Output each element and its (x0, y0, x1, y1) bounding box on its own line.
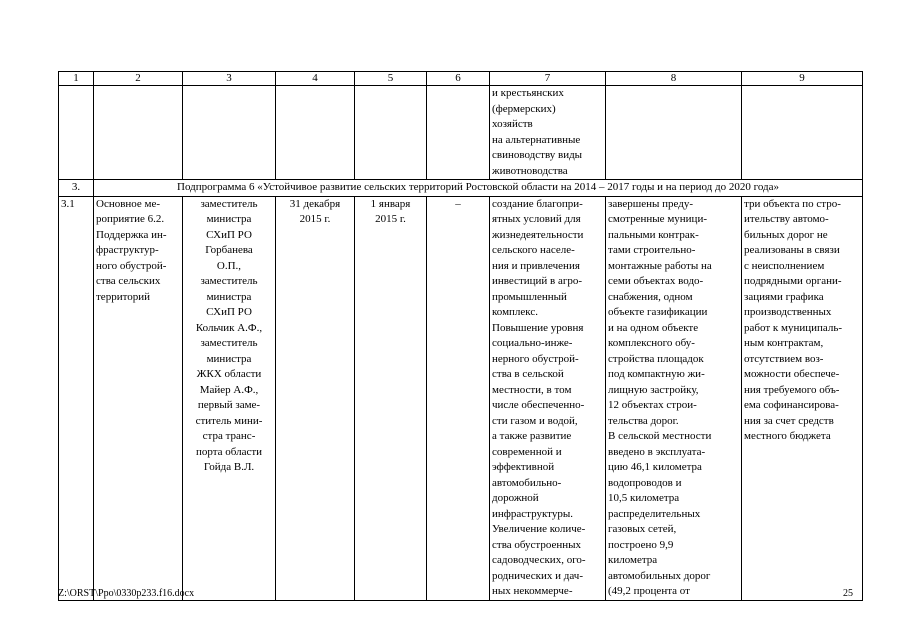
non-fulfilment-reasons: три объекта по стро- ительству автомо- бильных дорог не реализованы в связи с неисполнением подрядными органи- зациями графика производственных работ к муниципаль- ным контрактам, отсутствием воз- можности обеспече- ния требуемого объ- ема софинансирова- ния за счет средств местного бюджета (742, 196, 863, 600)
start-date: 31 декабря 2015 г. (276, 196, 355, 600)
cont-cell-3 (183, 86, 276, 180)
col6-value: – (427, 196, 490, 600)
cont-cell-9 (742, 86, 863, 180)
measure-name: Основное ме- роприятие 6.2. Поддержка ин- фраструктур- ного обустрой- ства сельских территорий (94, 196, 183, 600)
column-number-header-row (59, 72, 863, 86)
subprogram-title: Подпрограмма 6 «Устойчивое развитие сельских территорий Ростовской области на 2014 – 2017 годы и на период до 2020 года» (94, 180, 863, 197)
cont-cell-5 (355, 86, 427, 180)
achieved-result: завершены преду- смотренные муници- пальными контрак- тами строительно- монтажные работы на семи объектах водо- снабжения, одном объекте газификации и на одном объекте комплексного обу- стройства площадок под компактную жи- лищную застройку, 12 объектах строи- тельства дорог. В сельской местности введено в эксплуата- цию 46,1 километра водопроводов и 10,5 километра распределительных газовых сетей, построено 9,9 километра автомобильных дорог (49,2 процента от (606, 196, 742, 600)
cont-cell-6 (427, 86, 490, 180)
col-header-1: 1 (59, 72, 94, 86)
col-header-5: 5 (355, 72, 427, 86)
measure-row (59, 196, 863, 600)
col-header-8: 8 (606, 72, 742, 86)
col-header-6: 6 (427, 72, 490, 86)
file-path: Z:\ORST\Ppo\0330p233.f16.docx (58, 588, 195, 599)
cont-cell-7: и крестьянских (фермерских) хозяйств на альтернативные свиноводству виды животноводства (490, 86, 606, 180)
continuation-row (59, 86, 863, 180)
col-header-7: 7 (490, 72, 606, 86)
cont-cell-8 (606, 86, 742, 180)
cont-cell-2 (94, 86, 183, 180)
col-header-2: 2 (94, 72, 183, 86)
expected-result: создание благопри- ятных условий для жизнедеятельности сельского населе- ния и привлечения инвестиций в агро- промышленный комплекс. Повышение уровня социально-инже- нерного обустрой- ства в сельской местности, в том числе обеспеченно- сти газом и водой, а также развитие современной и эффективной автомобильно- дорожной инфраструктуры. Увеличение количе- ства обустроенных садоводческих, ого- роднических и дач- ных некоммерче- (490, 196, 606, 600)
cont-cell-4 (276, 86, 355, 180)
col-header-3: 3 (183, 72, 276, 86)
report-table (58, 71, 863, 601)
measure-number: 3.1 (59, 196, 94, 600)
col-header-9: 9 (742, 72, 863, 86)
cont-cell-1 (59, 86, 94, 180)
subprogram-number: 3. (59, 180, 94, 197)
subprogram-row (59, 180, 863, 197)
col-header-4: 4 (276, 72, 355, 86)
responsible-persons: заместитель министра СХиП РО Горбанева О.П., заместитель министра СХиП РО Кольчик А.Ф., заместитель министра ЖКХ области Майер А.Ф., первый заме- ститель мини- стра транс- порта области Гойда В.Л. (183, 196, 276, 600)
page-number: 25 (843, 588, 853, 599)
end-date: 1 января 2015 г. (355, 196, 427, 600)
